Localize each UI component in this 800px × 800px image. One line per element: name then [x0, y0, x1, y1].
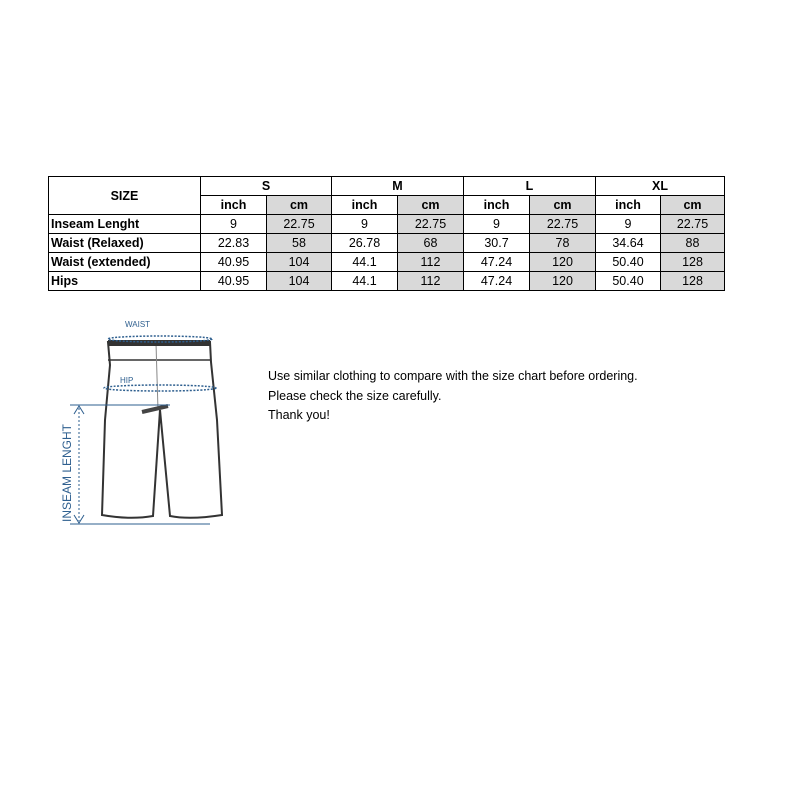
row-label: Inseam Lenght — [49, 215, 201, 234]
cm-value: 120 — [530, 272, 596, 291]
inch-value: 9 — [596, 215, 661, 234]
cm-value: 22.75 — [661, 215, 725, 234]
unit-header-cm: cm — [398, 196, 464, 215]
row-label: Hips — [49, 272, 201, 291]
pants-measurement-diagram — [50, 310, 250, 540]
cm-value: 112 — [398, 253, 464, 272]
cm-value: 22.75 — [267, 215, 332, 234]
inch-value: 30.7 — [464, 234, 530, 253]
cm-value: 58 — [267, 234, 332, 253]
inch-value: 34.64 — [596, 234, 661, 253]
size-l-header: L — [464, 177, 596, 196]
size-s-header: S — [201, 177, 332, 196]
inch-value: 47.24 — [464, 272, 530, 291]
inch-value: 40.95 — [201, 272, 267, 291]
unit-header-cm: cm — [267, 196, 332, 215]
inch-value: 44.1 — [332, 272, 398, 291]
inch-value: 9 — [332, 215, 398, 234]
note-check-size: Please check the size carefully. — [268, 388, 442, 403]
note-compare: Use similar clothing to compare with the size chart before ordering. — [268, 369, 638, 383]
size-notes — [268, 367, 638, 426]
table-row — [49, 234, 725, 253]
inch-value: 22.83 — [201, 234, 267, 253]
cm-value: 128 — [661, 272, 725, 291]
note-thanks: Thank you! — [268, 408, 330, 422]
inch-value: 9 — [464, 215, 530, 234]
size-xl-header: XL — [596, 177, 725, 196]
inseam-label: INSEAM LENGHT — [60, 423, 74, 522]
inch-value: 26.78 — [332, 234, 398, 253]
size-chart-table — [48, 176, 725, 291]
row-label: Waist (extended) — [49, 253, 201, 272]
inch-value: 40.95 — [201, 253, 267, 272]
waist-label: WAIST — [125, 320, 151, 329]
cm-value: 88 — [661, 234, 725, 253]
cm-value: 22.75 — [398, 215, 464, 234]
unit-header-inch: inch — [596, 196, 661, 215]
inch-value: 9 — [201, 215, 267, 234]
unit-header-cm: cm — [661, 196, 725, 215]
table-row — [49, 215, 725, 234]
cm-value: 128 — [661, 253, 725, 272]
table-row — [49, 272, 725, 291]
cm-value: 68 — [398, 234, 464, 253]
cm-value: 104 — [267, 272, 332, 291]
hip-label: HIP — [120, 376, 134, 385]
unit-header-inch: inch — [201, 196, 267, 215]
size-header: SIZE — [49, 177, 201, 215]
cm-value: 112 — [398, 272, 464, 291]
cm-value: 22.75 — [530, 215, 596, 234]
unit-header-inch: inch — [332, 196, 398, 215]
size-m-header: M — [332, 177, 464, 196]
row-label: Waist (Relaxed) — [49, 234, 201, 253]
unit-header-cm: cm — [530, 196, 596, 215]
inch-value: 50.40 — [596, 253, 661, 272]
cm-value: 78 — [530, 234, 596, 253]
table-row — [49, 253, 725, 272]
hip-measure-line — [104, 385, 216, 391]
inch-value: 47.24 — [464, 253, 530, 272]
cm-value: 120 — [530, 253, 596, 272]
pants-outline — [102, 342, 222, 518]
inch-value: 44.1 — [332, 253, 398, 272]
cm-value: 104 — [267, 253, 332, 272]
size-header-row — [49, 177, 725, 196]
inch-value: 50.40 — [596, 272, 661, 291]
unit-header-inch: inch — [464, 196, 530, 215]
